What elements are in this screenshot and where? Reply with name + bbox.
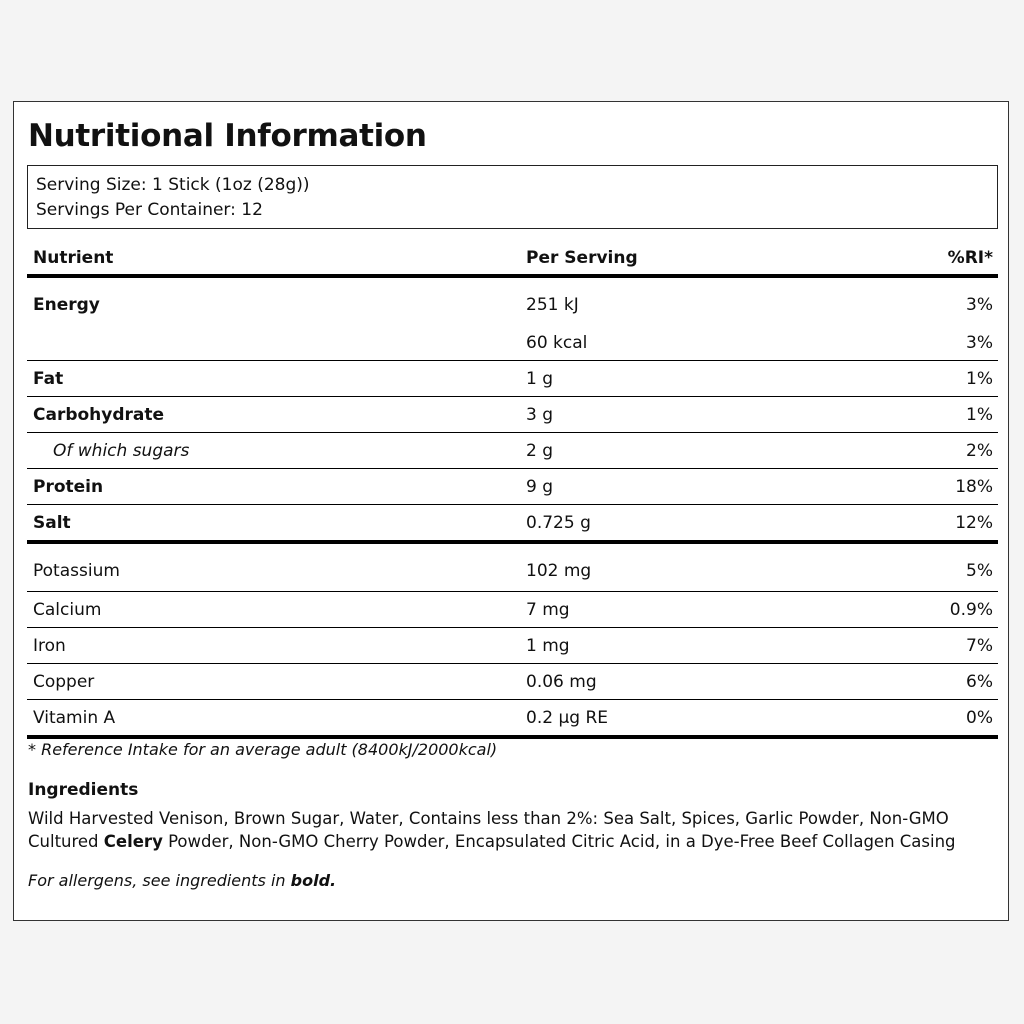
nutrient-amount: 1 g [520,361,916,397]
ingredients-text-after: Powder, Non-GMO Cherry Powder, Encapsulated Citric Acid, in a Dye-Free Beef Collagen Casing [162,832,956,851]
nutrient-ri: 7% [916,628,998,664]
nutrient-name: Salt [27,505,520,543]
nutrient-amount: 0.06 mg [520,664,916,700]
table-row [27,397,998,433]
nutrient-name: Vitamin A [27,700,520,738]
reference-intake-footnote: * Reference Intake for an average adult (8400kJ/2000kcal) [28,740,498,759]
nutrient-name: Energy [33,294,100,315]
nutrient-amount: 0.2 µg RE [520,700,916,738]
table-row [27,361,998,397]
ingredients-text-before: Wild Harvested Venison, Brown Sugar, Water, Contains less than 2%: Sea Salt, Spices, Garlic Powder, Non-GMO Cultured [28,809,949,851]
table-row [27,700,998,738]
nutrient-amount: 102 mg [520,542,916,592]
nutrient-name: Potassium [27,542,520,592]
nutrient-amount: 0.725 g [520,505,916,543]
table-row [27,469,998,505]
nutrient-name: Of which sugars [27,433,520,469]
table-row [27,276,998,325]
nutrient-name: Iron [27,628,520,664]
nutrient-ri: 0% [916,700,998,738]
allergen-note-prefix: For allergens, see ingredients in [28,871,291,890]
column-header-nutrient: Nutrient [27,242,520,276]
nutrient-name: Carbohydrate [27,397,520,433]
table-row [27,325,998,361]
table-row [27,433,998,469]
nutrient-name: Fat [27,361,520,397]
ingredients-heading: Ingredients [28,780,139,800]
servings-per-container: Servings Per Container: 12 [36,200,263,220]
nutrient-amount: 7 mg [520,592,916,628]
page-title: Nutritional Information [28,118,427,154]
nutrition-table-wrapper [27,242,998,739]
column-header-per-serving: Per Serving [520,242,916,276]
table-row [27,628,998,664]
nutrient-amount: 2 g [520,433,916,469]
nutrient-ri: 0.9% [916,592,998,628]
table-row [27,505,998,543]
nutrient-ri: 1% [916,397,998,433]
allergen-note-bold-word: bold. [290,871,337,890]
nutrient-ri: 2% [916,433,998,469]
nutrient-ri: 3% [966,294,993,315]
nutrition-table [27,242,998,739]
ingredients-text [28,807,988,853]
allergen-note [28,871,336,890]
nutrient-ri: 12% [916,505,998,543]
allergen-highlight: Celery [103,832,163,851]
table-header-row [27,242,998,276]
nutrient-amount: 1 mg [520,628,916,664]
nutrition-label-panel [13,101,1009,921]
column-header-ri: %RI* [916,242,998,276]
nutrient-name: Protein [27,469,520,505]
nutrient-name: Copper [27,664,520,700]
nutrient-ri: 18% [916,469,998,505]
table-row [27,592,998,628]
nutrient-name: Calcium [27,592,520,628]
table-row [27,542,998,592]
nutrient-amount: 60 kcal [526,332,588,353]
nutrient-ri: 5% [916,542,998,592]
serving-size: Serving Size: 1 Stick (1oz (28g)) [36,175,310,195]
nutrient-name [27,325,520,361]
nutrient-amount: 9 g [520,469,916,505]
nutrient-ri: 1% [916,361,998,397]
nutrient-amount: 3 g [520,397,916,433]
table-row [27,664,998,700]
nutrient-amount: 251 kJ [526,294,579,315]
serving-info-box [27,165,998,229]
nutrient-ri: 3% [966,332,993,353]
nutrient-ri: 6% [916,664,998,700]
